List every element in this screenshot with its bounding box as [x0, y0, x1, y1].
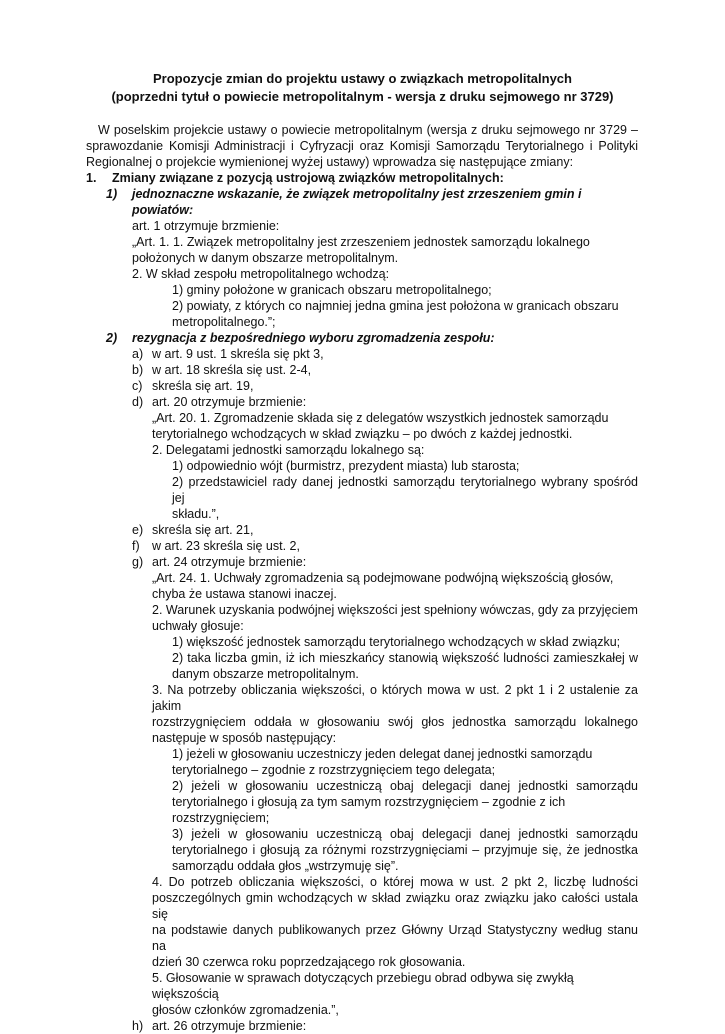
list-item-text: art. 24 otrzymuje brzmienie: [152, 555, 307, 569]
body-line: następuje w sposób następujący: [152, 731, 337, 745]
body-line: 2) jeżeli w głosowaniu uczestniczą obaj delegacji danej jednostki samorządu [172, 779, 638, 793]
section-1-heading-text: Zmiany związane z pozycją ustrojową związków metropolitalnych: [112, 171, 504, 185]
body-line: 1) większość jednostek samorządu terytorialnego wchodzących w skład związku; [172, 635, 621, 649]
list-marker: b) [132, 363, 144, 377]
body-line: położonych w danym obszarze metropolitalnym. [132, 251, 399, 265]
body-line: 5. Głosowanie w sprawach dotyczących przebiegu obrad odbywa się zwykłą większością [152, 971, 574, 1001]
body-line: składu.”, [172, 507, 220, 521]
body-line: 1) jeżeli w głosowaniu uczestniczy jeden delegat danej jednostki samorządu [172, 747, 593, 761]
list-item-c [86, 378, 638, 394]
body-line: poszczególnych gmin wchodzących w skład związku oraz związku jako całości ustala się [152, 891, 638, 921]
body-line: uchwały głosuje: [152, 619, 244, 633]
subsection-1-heading-text: jednoznaczne wskazanie, że związek metropolitalny jest zrzeszeniem gmin i powiatów: [132, 187, 582, 217]
list-item-g-inner-1 [152, 634, 638, 682]
body-line: 2. Delegatami jednostki samorządu lokalnego są: [152, 443, 425, 457]
body-line: głosów członków zgromadzenia.”, [152, 1003, 339, 1017]
list-item-e [86, 522, 638, 538]
body-line: 2. W skład zespołu metropolitalnego wchodzą: [132, 267, 390, 281]
body-line: terytorialnego i głosują za różnymi rozstrzygnięciami – przyjmuje się, że jednostka [172, 843, 638, 857]
intro-line: Regionalnej o projekcie wymienionej wyżej ustawy) wprowadza się następujące zmiany: [86, 155, 574, 169]
body-line: rozstrzygnięciem oddała w głosowaniu swój głos jednostka samorządu lokalnego [152, 715, 638, 729]
body-line: 1) gminy położone w granicach obszaru metropolitalnego; [172, 283, 492, 297]
body-line: 1) odpowiednio wójt (burmistrz, prezydent miasta) lub starosta; [172, 459, 520, 473]
document-body [86, 122, 638, 1034]
body-line: metropolitalnego.”; [172, 315, 276, 329]
body-line: 3. Na potrzeby obliczania większości, o których mowa w ust. 2 pkt 1 i 2 ustalenie za jakim [152, 683, 638, 713]
intro-line: W poselskim projekcie ustawy o powiecie metropolitalnym (wersja z druku sejmowego nr 3729 – [98, 123, 638, 137]
subsection-1-inner-list [132, 282, 638, 330]
list-item-text: art. 20 otrzymuje brzmienie: [152, 395, 307, 409]
body-line: 2) przedstawiciel rady danej jednostki samorządu terytorialnego wybrany spośród jej [172, 475, 638, 505]
body-line: 2. Warunek uzyskania podwójnej większości jest spełniony wówczas, gdy za przyjęciem [152, 603, 638, 617]
list-item-g-body [86, 570, 638, 1018]
list-item-d-body [86, 410, 638, 522]
body-line: „Art. 20. 1. Zgromadzenie składa się z delegatów wszystkich jednostek samorządu [152, 411, 609, 425]
body-line: terytorialnego – zgodnie z rozstrzygnięciem tego delegata; [172, 763, 496, 777]
body-line: 3) jeżeli w głosowaniu uczestniczą obaj delegacji danej jednostki samorządu [172, 827, 638, 841]
title-line-2: (poprzedni tytuł o powiecie metropolitalnym - wersja z druku sejmowego nr 3729) [111, 89, 614, 104]
body-line: 2) taka liczba gmin, iż ich mieszkańcy stanowią większość ludności zamieszkałej w [172, 651, 638, 665]
document-title [0, 70, 725, 106]
list-marker: a) [132, 347, 144, 361]
body-line: danym obszarze metropolitalnym. [172, 667, 359, 681]
intro-line: sprawozdanie Komisji Administracji i Cyfryzacji oraz Komisji Samorządu Terytorialnego i Polityki [86, 139, 638, 153]
section-1-marker: 1. [86, 171, 97, 185]
list-item-d [86, 394, 638, 410]
list-item-text: w art. 9 ust. 1 skreśla się pkt 3, [152, 347, 324, 361]
section-1-heading [86, 170, 638, 186]
body-line: art. 1 otrzymuje brzmienie: [132, 219, 280, 233]
body-line: terytorialnego wchodzących w skład związku – po dwóch z każdej jednostki. [152, 427, 573, 441]
body-line: na podstawie danych publikowanych przez Główny Urząd Statystyczny według stanu na [152, 923, 638, 953]
list-marker: e) [132, 523, 144, 537]
list-item-a [86, 346, 638, 362]
list-item-f [86, 538, 638, 554]
body-line: samorządu oddała głos „wstrzymuję się”. [172, 859, 399, 873]
subsection-1-heading [86, 186, 638, 218]
body-line: dzień 30 czerwca roku poprzedzającego rok głosowania. [152, 955, 466, 969]
list-marker: c) [132, 379, 143, 393]
list-item-b [86, 362, 638, 378]
list-item-g-inner-2 [152, 746, 638, 874]
subsection-2-marker: 2) [106, 331, 118, 345]
subsection-1-marker: 1) [106, 187, 118, 201]
list-item-h [86, 1018, 638, 1034]
list-marker: d) [132, 395, 144, 409]
body-line: „Art. 1. 1. Związek metropolitalny jest zrzeszeniem jednostek samorządu lokalnego [132, 235, 590, 249]
list-marker: h) [132, 1019, 144, 1033]
body-line: terytorialnego i głosują za tym samym rozstrzygnięciem – zgodnie z ich rozstrzygnięciem; [172, 795, 566, 825]
list-marker: f) [132, 539, 140, 553]
list-item-text: w art. 23 skreśla się ust. 2, [152, 539, 300, 553]
list-marker: g) [132, 555, 144, 569]
list-item-text: skreśla się art. 19, [152, 379, 254, 393]
title-line-1: Propozycje zmian do projektu ustawy o związkach metropolitalnych [153, 71, 572, 86]
list-item-text: art. 26 otrzymuje brzmienie: [152, 1019, 307, 1033]
list-item-d-inner [152, 458, 638, 522]
intro-paragraph [86, 122, 638, 170]
body-line: chyba że ustawa stanowi inaczej. [152, 587, 337, 601]
list-item-text: w art. 18 skreśla się ust. 2-4, [152, 363, 312, 377]
list-item-text: skreśla się art. 21, [152, 523, 254, 537]
list-item-g [86, 554, 638, 570]
body-line: 4. Do potrzeb obliczania większości, o której mowa w ust. 2 pkt 2, liczbę ludności [152, 875, 638, 889]
subsection-2-heading-text: rezygnacja z bezpośredniego wyboru zgromadzenia zespołu: [132, 331, 495, 345]
body-line: „Art. 24. 1. Uchwały zgromadzenia są podejmowane podwójną większością głosów, [152, 571, 614, 585]
subsection-1-body [86, 218, 638, 330]
body-line: 2) powiaty, z których co najmniej jedna gmina jest położona w granicach obszaru [172, 299, 619, 313]
subsection-2-heading [86, 330, 638, 346]
